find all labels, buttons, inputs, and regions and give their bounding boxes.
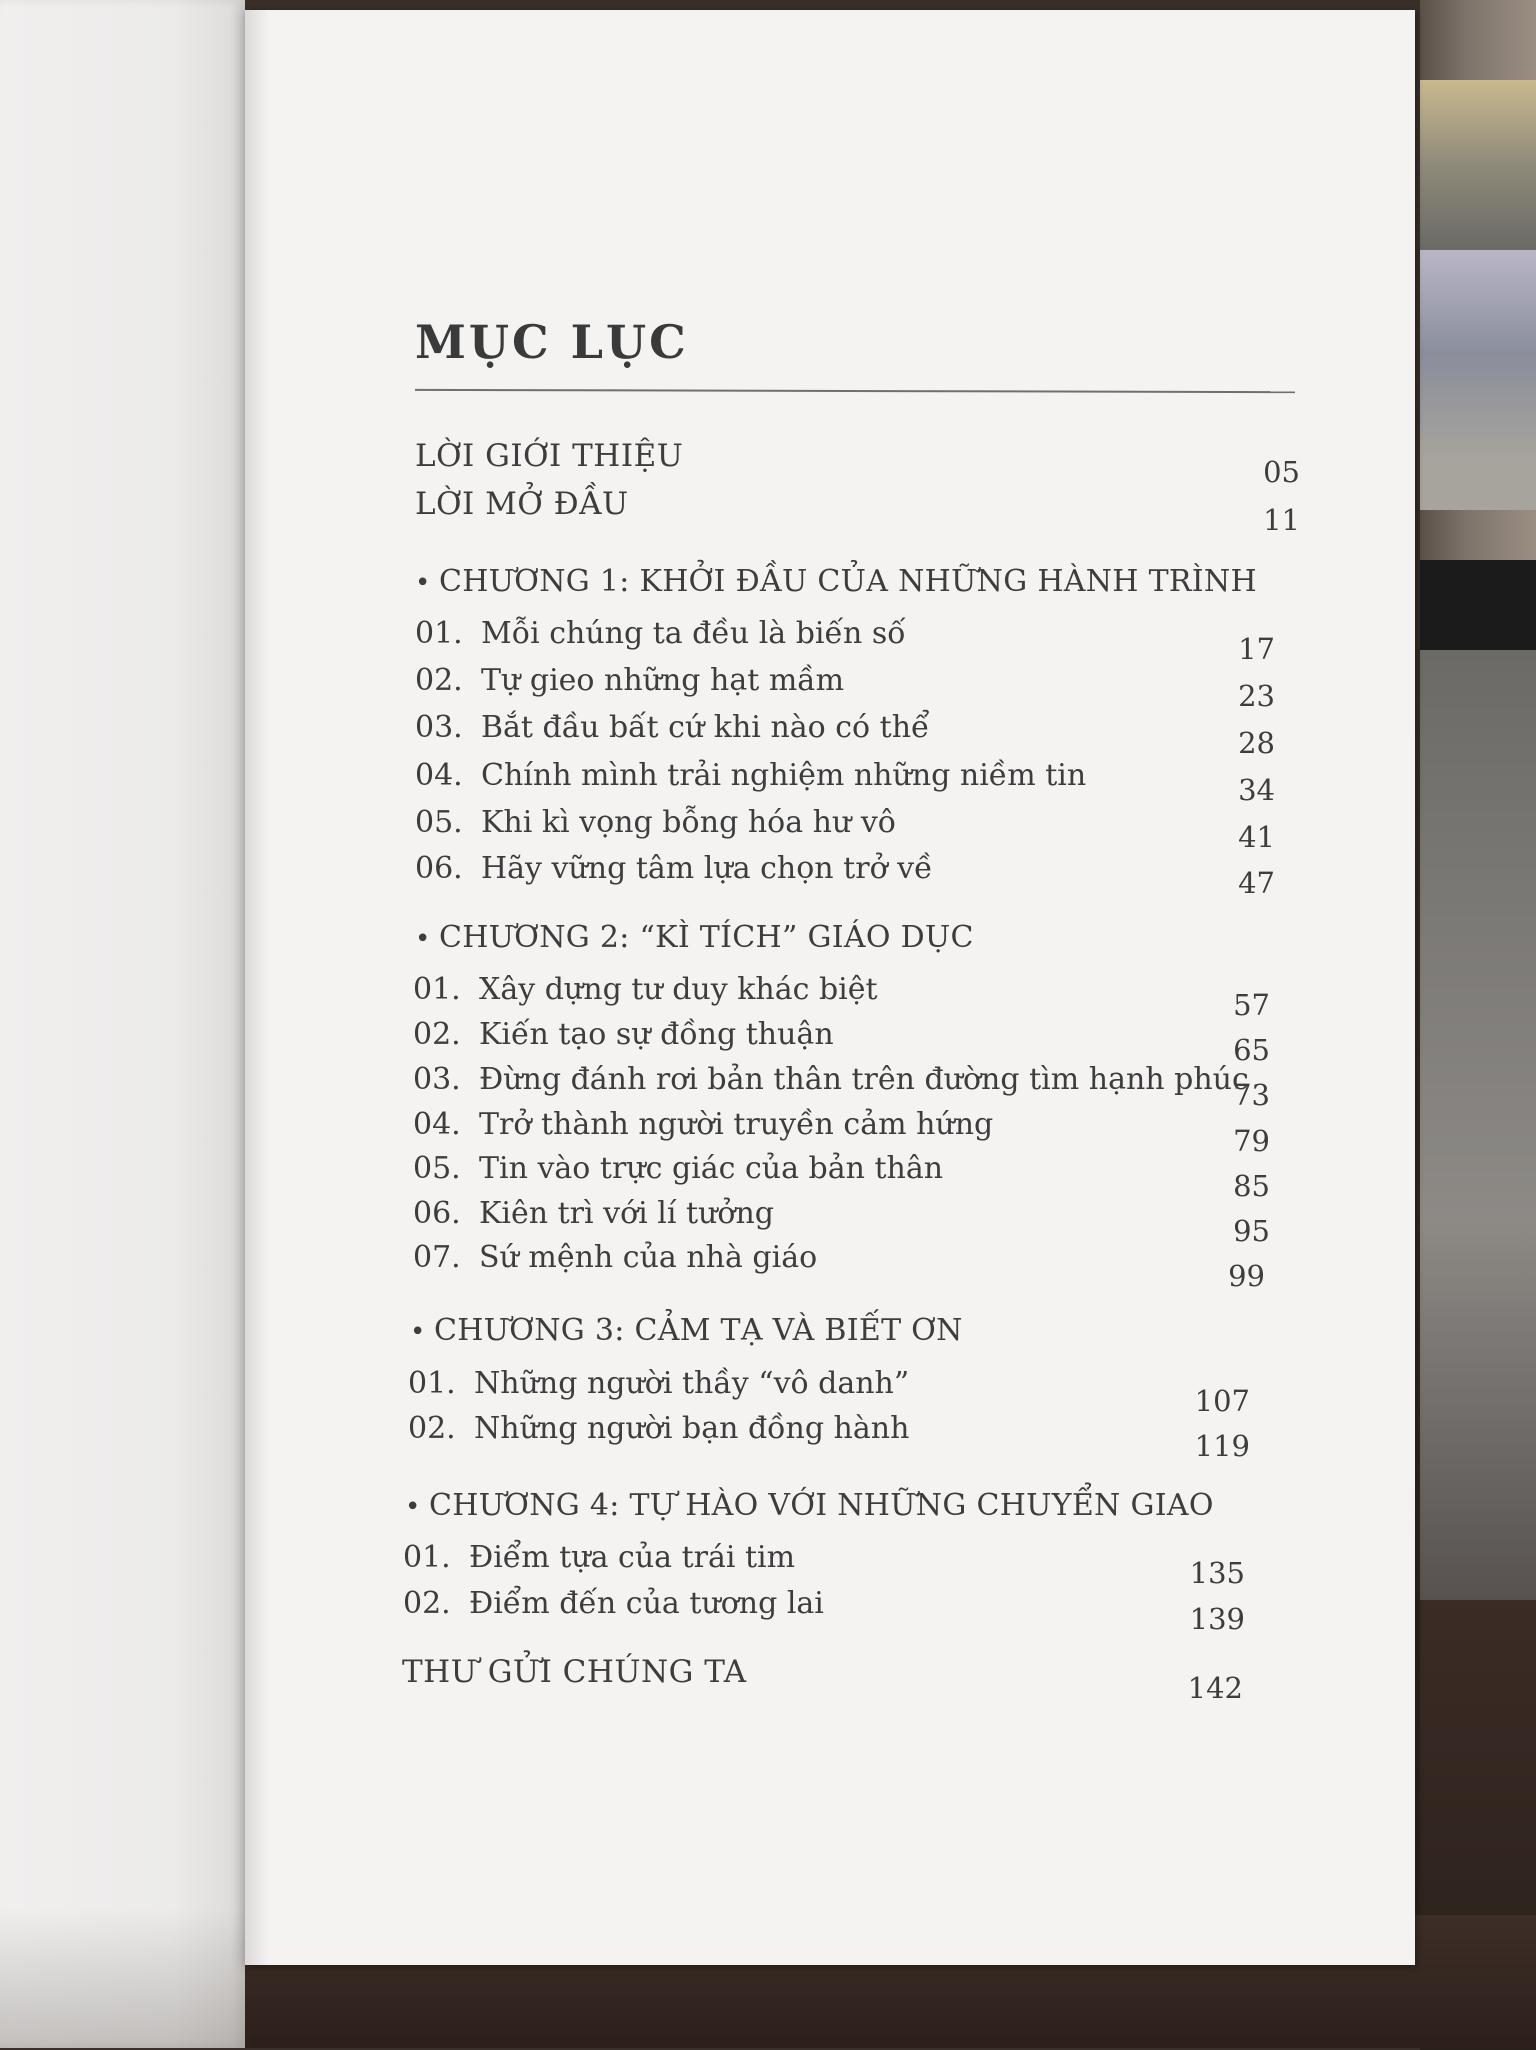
- toc-page-number: 135: [1189, 1556, 1245, 1590]
- table-of-contents-page: [245, 10, 1415, 1965]
- toc-entry-foreword: LỜI GIỚI THIỆU: [415, 438, 684, 474]
- toc-page-number: 41: [1238, 820, 1275, 854]
- toc-page-number: 119: [1194, 1429, 1250, 1463]
- toc-list: LỜI GIỚI THIỆU 05 LỜI MỞ ĐẦU 11 • CHƯƠNG 1: KHỞI ĐẦU CỦA NHỮNG HÀNH TRÌNH 01. Mỗi chúng ta đều là biến số 17 02. Tự gieo những hạt mầm 23 03. Bắt đầu bất cứ khi nào có thể 28 04. Chính mình trải nghiệm những niềm tin 34 05. Khi kì vọng bỗng hóa hư vô 41 06. Hãy vững tâm lựa chọn trở về 47 • CHƯƠNG 2: “KÌ TÍCH” GIÁO DỤC 01. Xây dựng tư duy khác biệt 57 02. Kiến tạo sự đồng thuận 65 03. Đừng đánh rơi bản thân trên đường tìm hạnh phúc 73 04. Trở thành người truyền cảm hứng 79 05. Tin vào trực giác của bản thân 85 06. Kiên trì với lí tưởng 95 07. Sứ mệnh của nhà giáo 99 • CHƯƠNG 3: CẢM TẠ VÀ BIẾT ƠN 01. Những người thầy “vô danh” 107 02. Những người bạn đồng hành 119 • CHƯƠNG 4: TỰ HÀO VỚI NHỮNG CHUYỂN GIAO 01. Điểm tựa của trái tim 135 02. Điểm đến của tương lai 139 THƯ GỬI CHÚNG TA 142: [402, 438, 1300, 1705]
- toc-page-number: 139: [1189, 1602, 1245, 1636]
- toc-page-number: 85: [1233, 1169, 1270, 1203]
- toc-entry-preface: LỜI MỞ ĐẦU: [415, 486, 629, 522]
- background-wall: [1420, 650, 1536, 1600]
- toc-page-number: 47: [1238, 866, 1275, 900]
- toc-page-number: 57: [1233, 988, 1270, 1022]
- toc-page-number: 107: [1194, 1384, 1250, 1418]
- toc-page-number: 05: [1263, 455, 1300, 489]
- toc-page-number: 79: [1233, 1124, 1270, 1158]
- background-shelf: [1420, 0, 1536, 2048]
- toc-page-number: 11: [1263, 503, 1300, 537]
- toc-page-number: 142: [1187, 1671, 1243, 1705]
- chapter-heading-4: • CHƯƠNG 4: TỰ HÀO VỚI NHỮNG CHUYỂN GIAO: [405, 1488, 1214, 1523]
- toc-page-number: 17: [1238, 632, 1275, 666]
- toc-page-number: 23: [1238, 679, 1275, 713]
- chapter-heading-3: • CHƯƠNG 3: CẢM TẠ VÀ BIẾT ƠN: [410, 1313, 963, 1348]
- toc-page-number: 95: [1233, 1214, 1270, 1248]
- toc-page-number: 73: [1233, 1078, 1270, 1112]
- toc-page-number: 34: [1238, 773, 1275, 807]
- chapter-heading-2: • CHƯƠNG 2: “KÌ TÍCH” GIÁO DỤC: [415, 920, 974, 955]
- background-books-top: [1420, 80, 1536, 250]
- toc-page-number: 65: [1233, 1033, 1270, 1067]
- left-facing-page: [0, 0, 245, 2048]
- chapter-heading-1: • CHƯƠNG 1: KHỞI ĐẦU CỦA NHỮNG HÀNH TRÌNH: [415, 564, 1257, 599]
- background-shelf-edge: [1420, 560, 1536, 650]
- toc-page-number: 28: [1238, 726, 1275, 760]
- toc-page-number: 99: [1228, 1259, 1265, 1293]
- page-title: MỤC LỤC: [415, 315, 689, 369]
- background-books-stack: [1420, 250, 1536, 510]
- toc-entry-closing-letter: THƯ GỬI CHÚNG TA: [402, 1654, 747, 1690]
